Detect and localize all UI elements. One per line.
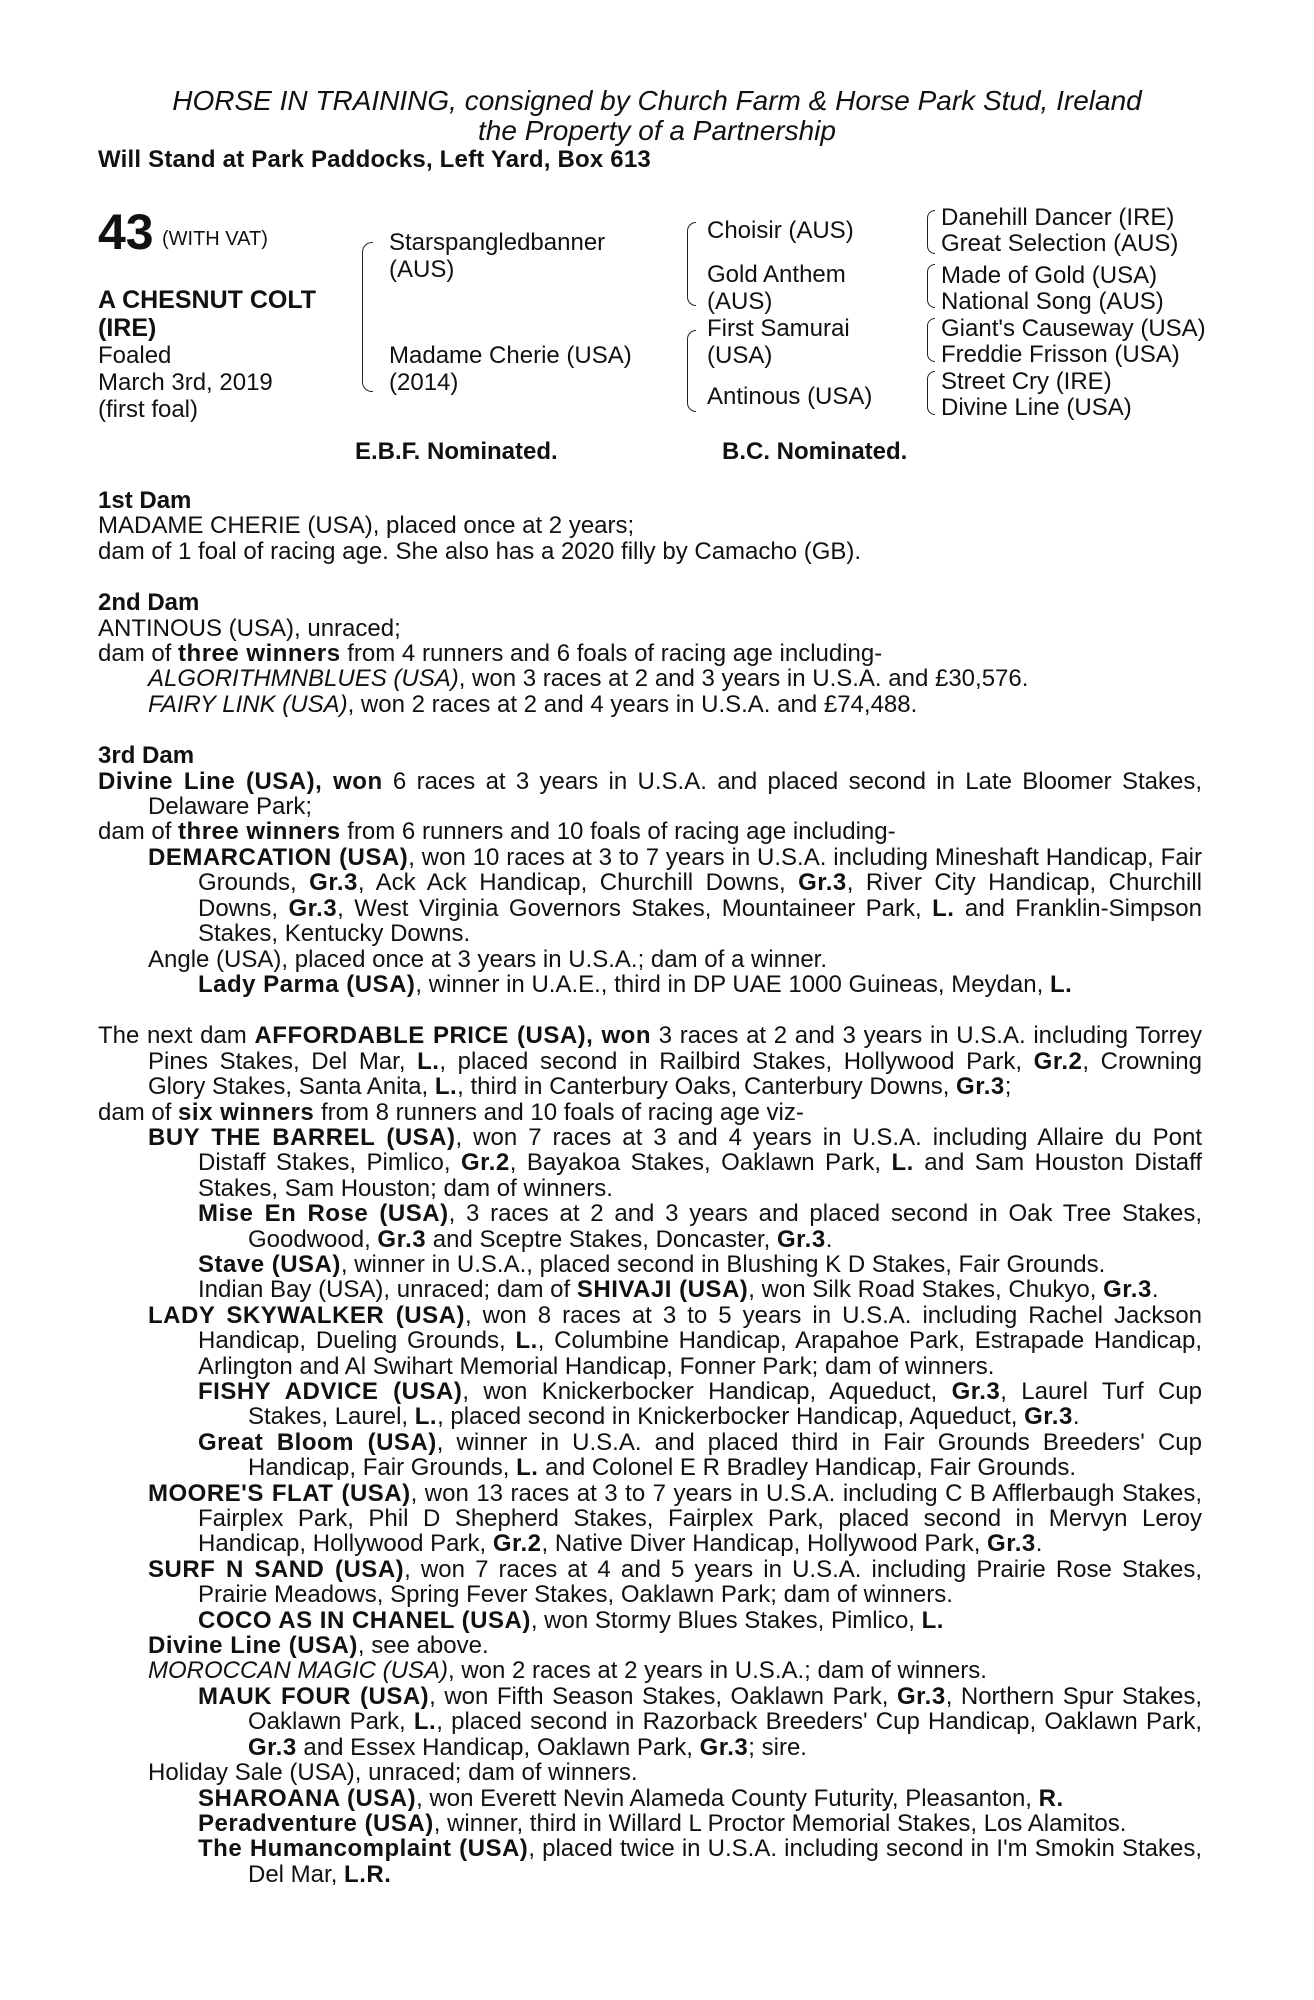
lot-number: 43 <box>98 204 154 260</box>
sire-name: Starspangledbanner <box>389 229 606 256</box>
produce-entry: Holiday Sale (USA), unraced; dam of winners. <box>148 1759 638 1787</box>
dd-sire: Street Cry (IRE) <box>941 368 1112 395</box>
pedigree-brace-ss <box>927 210 935 254</box>
produce-entry: SURF N SAND (USA), won 7 races at 4 and 5 years in U.S.A. including Prairie Rose Stakes, Prairie Meadows, Spring Fever Stakes, Oaklawn Park; dam of winners. <box>148 1555 1203 1609</box>
colt-label: A CHESNUT COLT <box>98 286 317 314</box>
dam-sire-country: (USA) <box>707 342 773 369</box>
pedigree-brace-ds <box>927 318 935 362</box>
foaled-date: March 3rd, 2019 <box>98 369 273 396</box>
produce-entry: FAIRY LINK (USA), won 2 races at 2 and 4 years in U.S.A. and £74,488. <box>148 690 918 718</box>
produce-entry: ALGORITHMNBLUES (USA), won 3 races at 2 and 3 years in U.S.A. and £30,576. <box>148 665 1029 693</box>
ds-dam: Freddie Frisson (USA) <box>941 341 1180 368</box>
consignor-line: HORSE IN TRAINING, consigned by Church Farm & Horse Park Stud, Ireland <box>172 85 1142 116</box>
pedigree-brace-main <box>362 242 373 392</box>
second-dam-heading: 2nd Dam <box>98 589 200 617</box>
first-dam-line: MADAME CHERIE (USA), placed once at 2 years; <box>98 512 635 540</box>
dam-sire: First Samurai <box>707 315 850 342</box>
foaled-label: Foaled <box>98 342 172 369</box>
produce-entry: COCO AS IN CHANEL (USA), won Stormy Blues Stakes, Pimlico, L. <box>198 1606 944 1634</box>
dam-dam: Antinous (USA) <box>707 383 873 410</box>
property-line: the Property of a Partnership <box>478 115 836 146</box>
dam-year: (2014) <box>389 369 459 396</box>
produce-entry: DEMARCATION (USA), won 10 races at 3 to 7 years in U.S.A. including Mineshaft Handicap, Fair Grounds, Gr.3, Ack Ack Handicap, Churchill Downs, Gr.3, River City Handicap, Churchill Downs, Gr.3, West Virginia Governors Stakes, Mountaineer Park, L. and Franklin-Simpson Stakes, Kentucky Downs. <box>148 843 1203 948</box>
sd-sire: Made of Gold (USA) <box>941 262 1158 289</box>
first-foal-note: (first foal) <box>98 396 199 423</box>
pedigree-brace-dam <box>687 330 696 412</box>
first-dam-heading: 1st Dam <box>98 487 192 514</box>
ss-sire: Danehill Dancer (IRE) <box>941 204 1175 231</box>
produce-entry: Mise En Rose (USA), 3 races at 2 and 3 years and placed second in Oak Tree Stakes, Goodwood, Gr.3 and Sceptre Stakes, Doncaster, Gr.3. <box>198 1200 1202 1253</box>
sire-sire: Choisir (AUS) <box>707 217 854 244</box>
produce-entry: Great Bloom (USA), winner in U.S.A. and placed third in Fair Grounds Breeders' Cup Handicap, Fair Grounds, L. and Colonel E R Bradley Handicap, Fair Grounds. <box>198 1428 1202 1482</box>
sire-dam-country: (AUS) <box>707 288 773 315</box>
ss-dam: Great Selection (AUS) <box>941 230 1179 257</box>
pedigree-brace-sire <box>687 222 696 306</box>
produce-entry: The Humancomplaint (USA), placed twice in U.S.A. including second in I'm Smokin Stakes, Del Mar, L.R. <box>198 1835 1202 1888</box>
ds-sire: Giant's Causeway (USA) <box>941 315 1206 342</box>
produce-entry: LADY SKYWALKER (USA), won 8 races at 3 to 5 years in U.S.A. including Rachel Jackson Handicap, Dueling Grounds, L., Columbine Handicap, Arapahoe Park, Estrapade Handicap, Arlington and Al Swihart Memorial Handicap, Fonner Park; dam of winners. <box>148 1301 1203 1380</box>
third-dam-line: Divine Line (USA), won 6 races at 3 years in U.S.A. and placed second in Late Bloomer Stakes, Delaware Park; <box>98 767 1202 821</box>
bc-nomination: B.C. Nominated. <box>722 438 908 465</box>
produce-entry: Peradventure (USA), winner, third in Willard L Proctor Memorial Stakes, Los Alamitos. <box>198 1809 1127 1837</box>
third-dam-heading: 3rd Dam <box>98 742 195 770</box>
ebf-nomination: E.B.F. Nominated. <box>355 438 558 465</box>
lot-description <box>98 286 316 342</box>
pedigree-brace-dd <box>927 371 935 415</box>
sd-dam: National Song (AUS) <box>941 288 1164 315</box>
produce-entry: SHAROANA (USA), won Everett Nevin Alameda County Futurity, Pleasanton, R. <box>198 1784 1064 1812</box>
produce-entry: Stave (USA), winner in U.S.A., placed second in Blushing K D Stakes, Fair Grounds. <box>198 1250 1106 1278</box>
vat-note: (WITH VAT) <box>162 228 268 250</box>
colt-origin: (IRE) <box>98 314 157 342</box>
sire-dam: Gold Anthem <box>707 261 846 288</box>
next-dam-produce: dam of six winners from 8 runners and 10 foals of racing age viz- <box>98 1098 804 1126</box>
sire-country: (AUS) <box>389 256 455 283</box>
produce-entry: MOROCCAN MAGIC (USA), won 2 races at 2 years in U.S.A.; dam of winners. <box>148 1657 987 1685</box>
produce-entry: Lady Parma (USA), winner in U.A.E., third in DP UAE 1000 Guineas, Meydan, L. <box>198 970 1073 998</box>
produce-entry: Angle (USA), placed once at 3 years in U.S.A.; dam of a winner. <box>148 945 828 973</box>
second-dam-produce: dam of three winners from 4 runners and 6 foals of racing age including- <box>98 640 883 668</box>
produce-entry: BUY THE BARREL (USA), won 7 races at 3 and 4 years in U.S.A. including Allaire du Pont Distaff Stakes, Pimlico, Gr.2, Bayakoa Stakes, Oaklawn Park, L. and Sam Houston Distaff Stakes, Sam Houston; dam of winners. <box>148 1123 1202 1202</box>
first-dam-produce: dam of 1 foal of racing age. She also has a 2020 filly by Camacho (GB). <box>98 537 862 565</box>
next-dam-line: The next dam AFFORDABLE PRICE (USA), won 3 races at 2 and 3 years in U.S.A. including Torrey Pines Stakes, Del Mar, L., placed second in Railbird Stakes, Hollywood Park, Gr.2, Crowning Glory Stakes, Santa Anita, L., third in Canterbury Oaks, Canterbury Downs, Gr.3; <box>98 1022 1203 1101</box>
dam-name: Madame Cherie (USA) <box>389 342 632 369</box>
produce-record <box>98 488 1202 1887</box>
pedigree-brace-sd <box>927 264 935 308</box>
produce-entry: MOORE'S FLAT (USA), won 13 races at 3 to 7 years in U.S.A. including C B Afflerbaugh Stakes, Fairplex Park, Phil D Shepherd Stakes, Fairplex Park, placed second in Mervyn Leroy Handicap, Hollywood Park, Gr.2, Native Diver Handicap, Hollywood Park, Gr.3. <box>148 1479 1203 1558</box>
produce-entry: Indian Bay (USA), unraced; dam of SHIVAJI (USA), won Silk Road Stakes, Chukyo, Gr.3. <box>198 1276 1159 1304</box>
produce-entry: MAUK FOUR (USA), won Fifth Season Stakes, Oaklawn Park, Gr.3, Northern Spur Stakes, Oaklawn Park, L., placed second in Razorback Breeders' Cup Handicap, Oaklawn Park, Gr.3 and Essex Handicap, Oaklawn Park, Gr.3; sire. <box>198 1682 1203 1761</box>
third-dam-produce: dam of three winners from 6 runners and 10 foals of racing age including- <box>98 818 896 846</box>
stand-location: Will Stand at Park Paddocks, Left Yard, Box 613 <box>98 146 651 173</box>
produce-entry: Divine Line (USA), see above. <box>148 1632 489 1660</box>
dd-dam: Divine Line (USA) <box>941 394 1132 421</box>
second-dam-line: ANTINOUS (USA), unraced; <box>98 614 401 642</box>
produce-entry: FISHY ADVICE (USA), won Knickerbocker Handicap, Aqueduct, Gr.3, Laurel Turf Cup Stakes, Laurel, L., placed second in Knickerbocker Handicap, Aqueduct, Gr.3. <box>198 1378 1202 1431</box>
